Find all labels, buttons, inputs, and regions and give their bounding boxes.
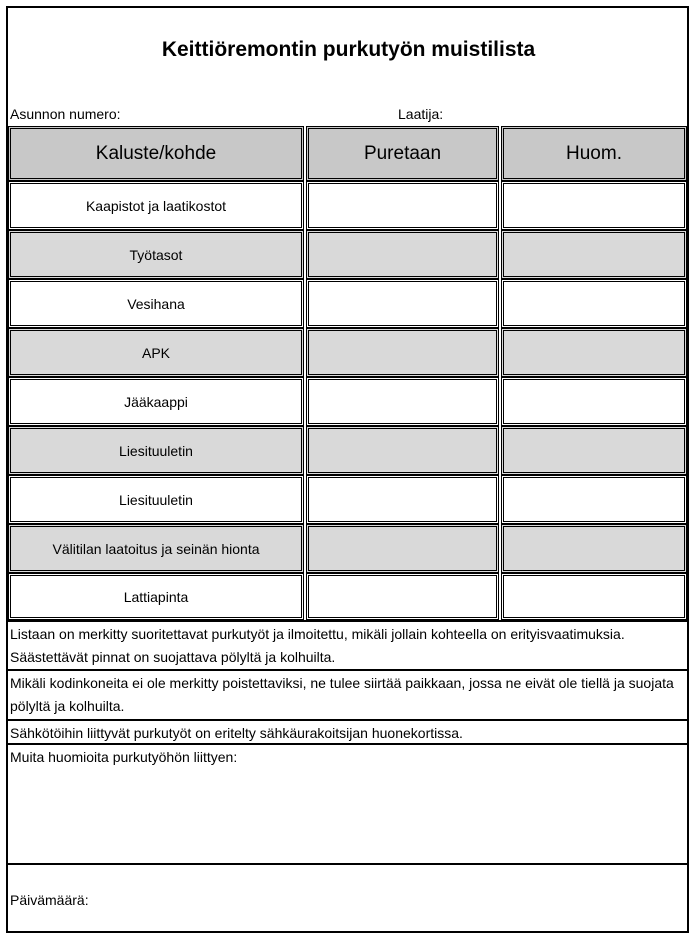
item-label: Jääkaappi: [8, 377, 304, 426]
table-row: [6, 377, 689, 426]
table-row: [6, 328, 689, 377]
note-scope: Listaan on merkitty suoritettavat purkutyöt ja ilmoitettu, mikäli jollain kohteella on erityisvaatimuksia. Säästettävät pinnat on suojattava pölyltä ja kolhuilta.: [6, 620, 689, 669]
page-title: Keittiöremontin purkutyön muistilista: [161, 38, 536, 61]
apartment-number-label: Asunnon numero:: [10, 106, 121, 122]
remove-cell[interactable]: [306, 279, 499, 328]
notes-cell[interactable]: [501, 573, 687, 620]
table-row: [6, 573, 689, 620]
remove-cell[interactable]: [306, 524, 499, 573]
notes-cell[interactable]: [501, 230, 687, 279]
other-notes-field[interactable]: Muita huomioita purkutyöhön liittyen:: [6, 743, 689, 863]
notes-cell[interactable]: [501, 377, 687, 426]
notes-cell[interactable]: [501, 181, 687, 230]
item-label: Vesihana: [8, 279, 304, 328]
table-row: [6, 426, 689, 475]
item-label: APK: [8, 328, 304, 377]
table-row: [6, 475, 689, 524]
remove-cell[interactable]: [306, 328, 499, 377]
table-header-row: [6, 126, 689, 181]
table-row: [6, 524, 689, 573]
item-label: Liesituuletin: [8, 475, 304, 524]
item-label: Lattiapinta: [8, 573, 304, 620]
table-row: [6, 230, 689, 279]
date-field[interactable]: Päivämäärä:: [6, 863, 689, 933]
notes-cell[interactable]: [501, 524, 687, 573]
author-label: Laatija:: [398, 106, 444, 122]
header-remove: Puretaan: [306, 126, 499, 181]
item-label: Liesituuletin: [8, 426, 304, 475]
notes-cell[interactable]: [501, 475, 687, 524]
note-appliances: Mikäli kodinkoneita ei ole merkitty poistettaviksi, ne tulee siirtää paikkaan, jossa ne eivät ole tiellä ja suojata pölyltä ja kolhuilta.: [6, 669, 689, 719]
notes-cell[interactable]: [501, 426, 687, 475]
item-label: Välitilan laatoitus ja seinän hionta: [8, 524, 304, 573]
remove-cell[interactable]: [306, 181, 499, 230]
header-notes: Huom.: [501, 126, 687, 181]
table-row: [6, 279, 689, 328]
remove-cell[interactable]: [306, 573, 499, 620]
table-row: [6, 181, 689, 230]
remove-cell[interactable]: [306, 426, 499, 475]
note-electrical: Sähkötöihin liittyvät purkutyöt on eritelty sähkäurakoitsijan huonekortissa.: [6, 719, 689, 743]
notes-cell[interactable]: [501, 328, 687, 377]
remove-cell[interactable]: [306, 230, 499, 279]
item-label: Työtasot: [8, 230, 304, 279]
header-item: Kaluste/kohde: [8, 126, 304, 181]
notes-cell[interactable]: [501, 279, 687, 328]
remove-cell[interactable]: [306, 475, 499, 524]
item-label: Kaapistot ja laatikostot: [8, 181, 304, 230]
remove-cell[interactable]: [306, 377, 499, 426]
